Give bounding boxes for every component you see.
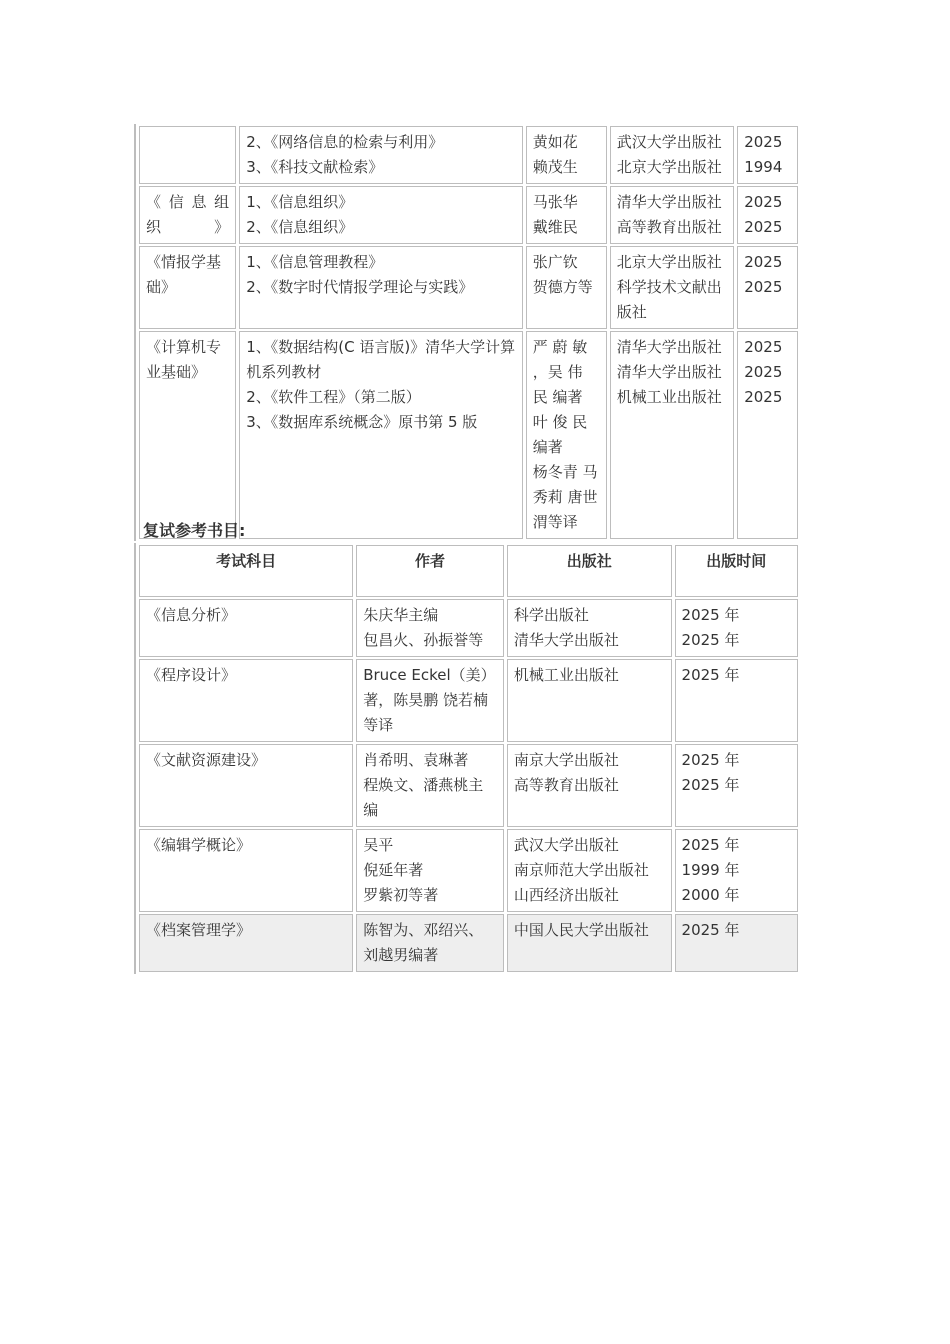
years-cell: 2025 年 [675,659,798,742]
column-header: 出版时间 [675,545,798,597]
subject-cell: 《编辑学概论》 [139,829,353,912]
publishers-cell: 清华大学出版社 高等教育出版社 [610,186,735,244]
table-row [139,246,798,329]
years-cell: 2025 年 2025 年 [675,599,798,657]
authors-cell: 马张华 戴维民 [526,186,607,244]
table-row [139,744,798,827]
publishers-cell: 北京大学出版社 科学技术文献出版社 [610,246,735,329]
years-cell: 2025 2025 2025 [737,331,798,539]
publishers-cell: 机械工业出版社 [507,659,672,742]
years-cell: 2025 1994 [737,126,798,184]
publishers-cell: 中国人民大学出版社 [507,914,672,972]
subject-cell [139,126,236,184]
authors-cell: 黄如花 赖茂生 [526,126,607,184]
retest-reference-table [134,543,801,974]
subject-cell: 《程序设计》 [139,659,353,742]
table-row [139,829,798,912]
subject-cell: 《信息分析》 [139,599,353,657]
subject-cell: 《情报学基础》 [139,246,236,329]
books-cell: 2、《网络信息的检索与利用》 3、《科技文献检索》 [239,126,523,184]
authors-cell: 严 蔚 敏 ，吴 伟 民 编著 叶 俊 民 编著 杨冬青 马秀莉 唐世渭等译 [526,331,607,539]
books-cell: 1、《信息管理教程》 2、《数字时代情报学理论与实践》 [239,246,523,329]
authors-cell: 吴平 倪延年著 罗紫初等著 [356,829,504,912]
subject-cell: 《档案管理学》 [139,914,353,972]
retest-section-title: 复试参考书目: [143,521,246,540]
column-header: 作者 [356,545,504,597]
column-header: 考试科目 [139,545,353,597]
authors-cell: 朱庆华主编 包昌火、孙振誉等 [356,599,504,657]
table-row [139,659,798,742]
books-cell: 1、《数据结构(C 语言版)》清华大学计算机系列教材 2、《软件工程》（第二版） 3、《数据库系统概念》原书第 5 版 [239,331,523,539]
authors-cell: 张广钦 贺德方等 [526,246,607,329]
publishers-cell: 科学出版社 清华大学出版社 [507,599,672,657]
publishers-cell: 清华大学出版社 清华大学出版社 机械工业出版社 [610,331,735,539]
years-cell: 2025 年 [675,914,798,972]
exam-reference-table [134,124,801,541]
table-row [139,599,798,657]
years-cell: 2025 年 2025 年 [675,744,798,827]
books-cell: 1、《信息组织》 2、《信息组织》 [239,186,523,244]
table-row [139,331,798,539]
table-row [139,126,798,184]
years-cell: 2025 2025 [737,186,798,244]
subject-cell: 《文献资源建设》 [139,744,353,827]
publishers-cell: 武汉大学出版社 南京师范大学出版社 山西经济出版社 [507,829,672,912]
table-row [139,914,798,972]
authors-cell: Bruce Eckel（美）著，陈昊鹏 饶若楠等译 [356,659,504,742]
years-cell: 2025 2025 [737,246,798,329]
subject-cell: 《 信 息 组 织》 [139,186,236,244]
subject-cell: 《计算机专业基础》 [139,331,236,539]
publishers-cell: 南京大学出版社 高等教育出版社 [507,744,672,827]
authors-cell: 肖希明、袁琳著 程焕文、潘燕桃主编 [356,744,504,827]
table-row [139,186,798,244]
column-header: 出版社 [507,545,672,597]
authors-cell: 陈智为、邓绍兴、刘越男编著 [356,914,504,972]
publishers-cell: 武汉大学出版社 北京大学出版社 [610,126,735,184]
table-header-row [139,545,798,597]
years-cell: 2025 年 1999 年 2000 年 [675,829,798,912]
